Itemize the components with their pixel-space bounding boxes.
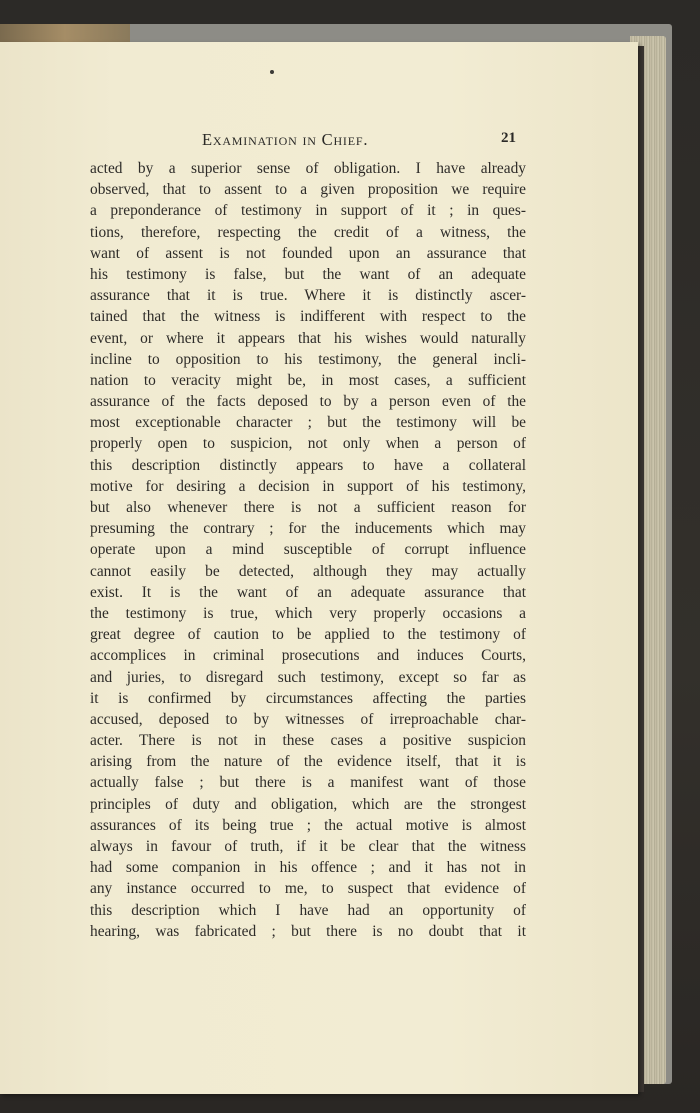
- text-line: nation to veracity might be, in most cases, a sufficient: [90, 371, 526, 389]
- page-number: 21: [501, 130, 516, 146]
- body-text: [90, 158, 526, 942]
- text-line: tions, therefore, respecting the credit of a witness, the: [90, 223, 526, 241]
- text-line: properly open to suspicion, not only when a person of: [90, 435, 526, 453]
- text-line: principles of duty and obligation, which are the strongest: [90, 795, 526, 813]
- text-line: incline to opposition to his testimony, the general incli-: [90, 350, 526, 368]
- ink-dot: [270, 70, 274, 74]
- text-line: always in favour of truth, if it be clear that the witness: [90, 838, 526, 855]
- text-line: assurances of its being true ; the actual motive is almost: [90, 816, 526, 834]
- text-line: event, or where it appears that his wishes would naturally: [90, 329, 526, 347]
- text-line: operate upon a mind susceptible of corrupt influence: [90, 541, 526, 559]
- running-title: Examination in Chief.: [202, 130, 369, 149]
- text-line: presuming the contrary ; for the inducements which may: [90, 520, 526, 538]
- text-line: this description which I have had an opportunity of: [90, 901, 526, 919]
- text-line: acter. There is not in these cases a positive suspicion: [90, 732, 526, 750]
- text-line: actually false ; but there is a manifest want of those: [90, 774, 526, 792]
- running-head: [90, 130, 516, 154]
- text-line: accomplices in criminal prosecutions and induces Courts,: [90, 647, 526, 665]
- cover-spine-strip: [0, 24, 130, 44]
- text-line: cannot easily be detected, although they may actually: [90, 562, 526, 580]
- text-line: a preponderance of testimony in support of it ; in ques-: [90, 202, 526, 220]
- text-line: acted by a superior sense of obligation. I have already: [90, 160, 526, 177]
- text-line: it is confirmed by circumstances affecting the parties: [90, 689, 526, 707]
- text-line: arising from the nature of the evidence itself, that it is: [90, 753, 526, 771]
- text-line: most exceptionable character ; but the testimony will be: [90, 414, 526, 432]
- text-line: and juries, to disregard such testimony, except so far as: [90, 668, 526, 686]
- text-line: great degree of caution to be applied to the testimony of: [90, 626, 526, 644]
- text-line: his testimony is false, but the want of an adequate: [90, 265, 526, 283]
- text-line: motive for desiring a decision in support of his testimony,: [90, 477, 526, 495]
- text-line: the testimony is true, which very properly occasions a: [90, 604, 526, 622]
- text-line: exist. It is the want of an adequate assurance that: [90, 583, 526, 601]
- text-line: assurance of the facts deposed to by a person even of the: [90, 393, 526, 411]
- text-line: had some companion in his offence ; and it has not in: [90, 859, 526, 877]
- text-line: assurance that it is true. Where it is distinctly ascer-: [90, 287, 526, 305]
- book-page: [0, 42, 638, 1094]
- text-line: observed, that to assent to a given proposition we require: [90, 181, 526, 199]
- text-line: tained that the witness is indifferent with respect to the: [90, 308, 526, 326]
- text-line: accused, deposed to by witnesses of irreproachable char-: [90, 710, 526, 728]
- text-line: this description distinctly appears to have a collateral: [90, 456, 526, 474]
- text-line: hearing, was fabricated ; but there is no doubt that it: [90, 922, 526, 940]
- text-line: any instance occurred to me, to suspect that evidence of: [90, 880, 526, 898]
- text-line: want of assent is not founded upon an assurance that: [90, 244, 526, 262]
- text-line: but also whenever there is not a sufficient reason for: [90, 499, 526, 516]
